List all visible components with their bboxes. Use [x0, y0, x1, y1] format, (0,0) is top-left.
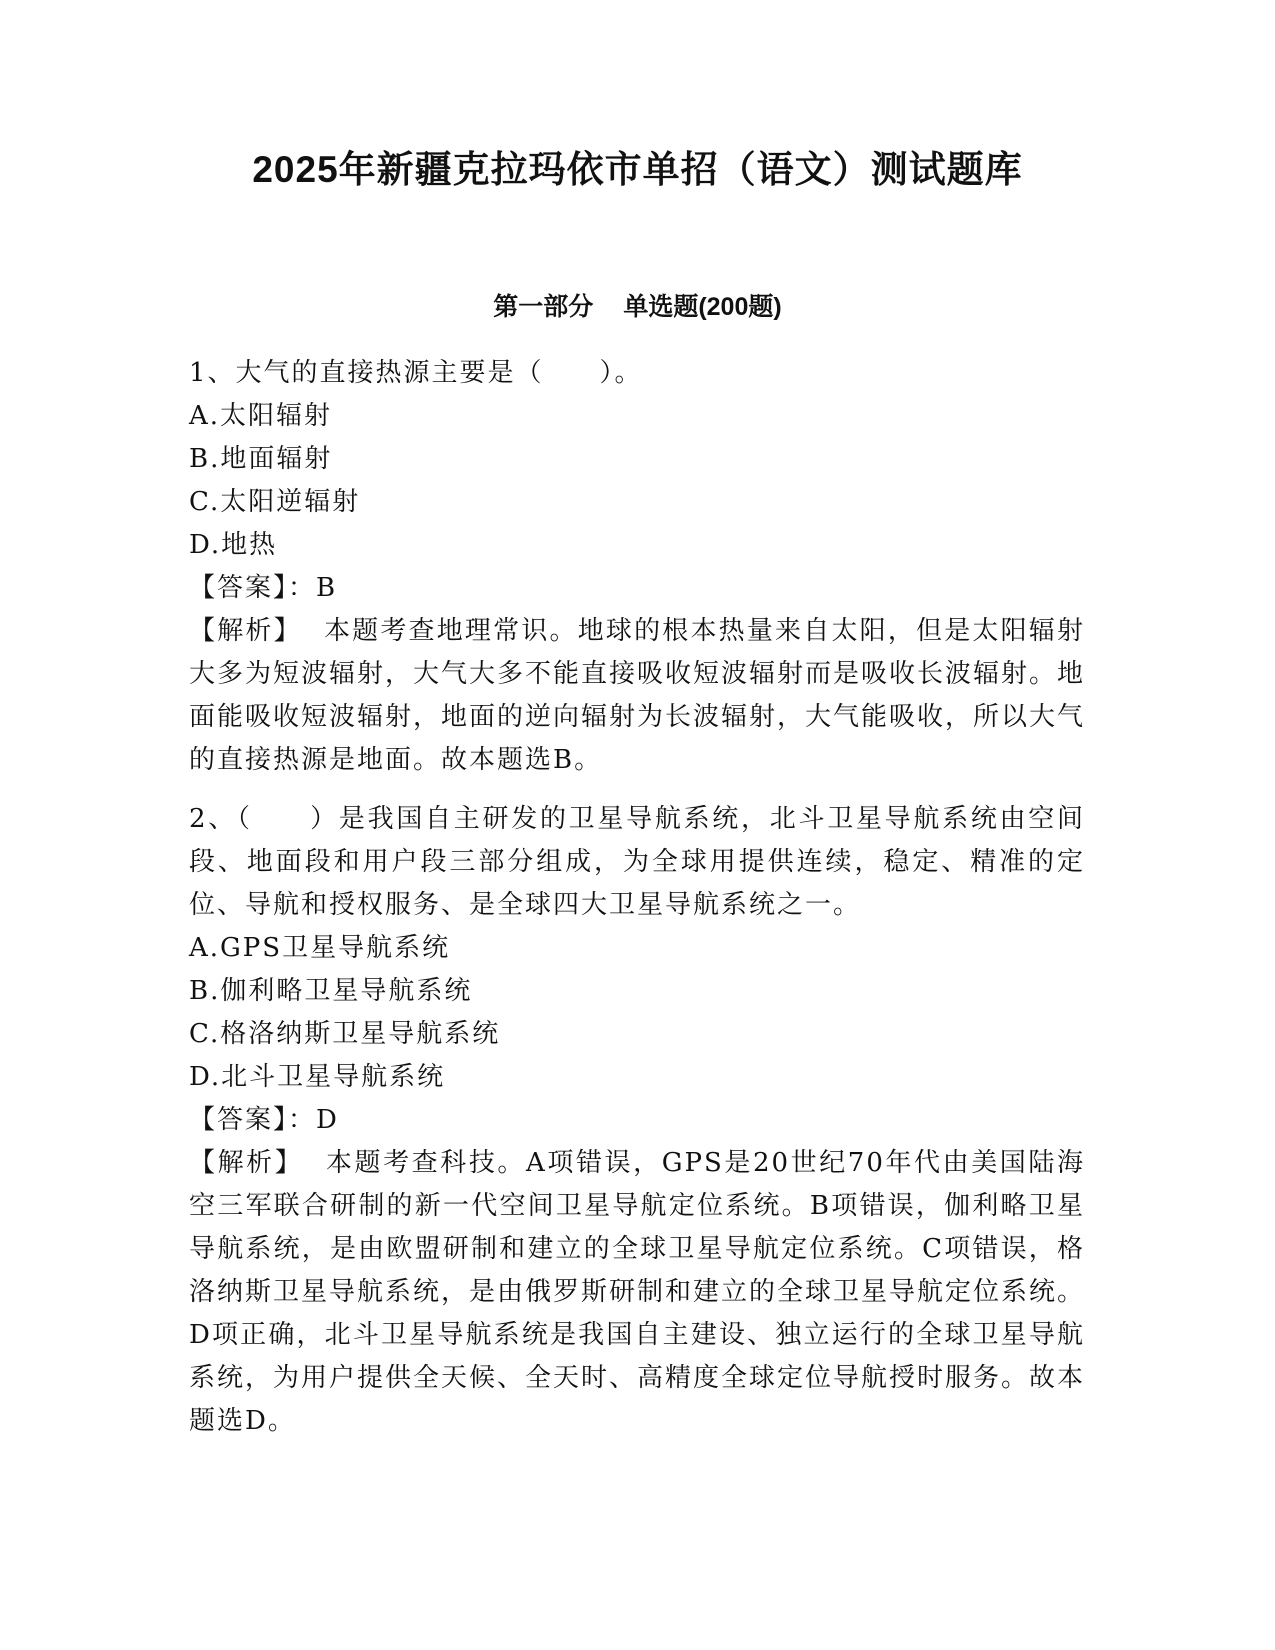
analysis-text: 本题考查科技。A项错误，GPS是20世纪70年代由美国陆海空三军联合研制的新一代空间卫星导航定位系统。B项错误，伽利略卫星导航系统，是由欧盟研制和建立的全球卫星导航定位系统。C项错误，格洛纳斯卫星导航系统，是由俄罗斯研制和建立的全球卫星导航定位系统。D项正确，北斗卫星导航系统是我国自主建设、独立运行的全球卫星导航系统，为用户提供全天候、全天时、高精度全球定位导航授时服务。故本题选D。 [189, 1148, 1086, 1436]
answer-label: 【答案】： [189, 573, 317, 603]
document-title: 2025年新疆克拉玛依市单招（语文）测试题库 [252, 149, 1023, 190]
option-d: D.地热 [189, 530, 278, 560]
section-part-label: 第一部分 [493, 293, 594, 321]
answer-value: B [316, 573, 338, 603]
analysis-text: 本题考查地理常识。地球的根本热量来自太阳，但是太阳辐射大多为短波辐射，大气大多不能直接吸收短波辐射而是吸收长波辐射。地面能吸收短波辐射，地面的逆向辐射为长波辐射，大气能吸收，所以大气的直接热源是地面。故本题选B。 [189, 616, 1086, 775]
section-heading [0, 290, 1275, 324]
answer-line [189, 1099, 1085, 1142]
question-list [189, 352, 1085, 1443]
analysis-paragraph [189, 610, 1085, 782]
answer-value: D [316, 1105, 339, 1135]
question-stem: 2、（ ）是我国自主研发的卫星导航系统，北斗卫星导航系统由空间段、地面段和用户段三部分组成，为全球用提供连续，稳定、精准的定位、导航和授权服务、是全球四大卫星导航系统之一。 [189, 804, 1085, 920]
option-b: B.伽利略卫星导航系统 [189, 976, 473, 1006]
option-a: A.GPS卫星导航系统 [189, 933, 451, 963]
option-a: A.太阳辐射 [189, 401, 333, 431]
analysis-label: 【解析】 [189, 616, 302, 646]
section-name: 单选题(200题) [623, 293, 782, 321]
answer-line [189, 567, 1085, 610]
answer-label: 【答案】： [189, 1105, 317, 1135]
analysis-paragraph [189, 1142, 1085, 1443]
option-b: B.地面辐射 [189, 444, 333, 474]
question-item [189, 352, 1085, 782]
question-item [189, 798, 1085, 1443]
question-stem: 1、大气的直接热源主要是（ ）。 [189, 358, 643, 388]
option-d: D.北斗卫星导航系统 [189, 1062, 446, 1092]
option-c: C.格洛纳斯卫星导航系统 [189, 1019, 501, 1049]
analysis-label: 【解析】 [189, 1148, 304, 1178]
option-c: C.太阳逆辐射 [189, 487, 361, 517]
